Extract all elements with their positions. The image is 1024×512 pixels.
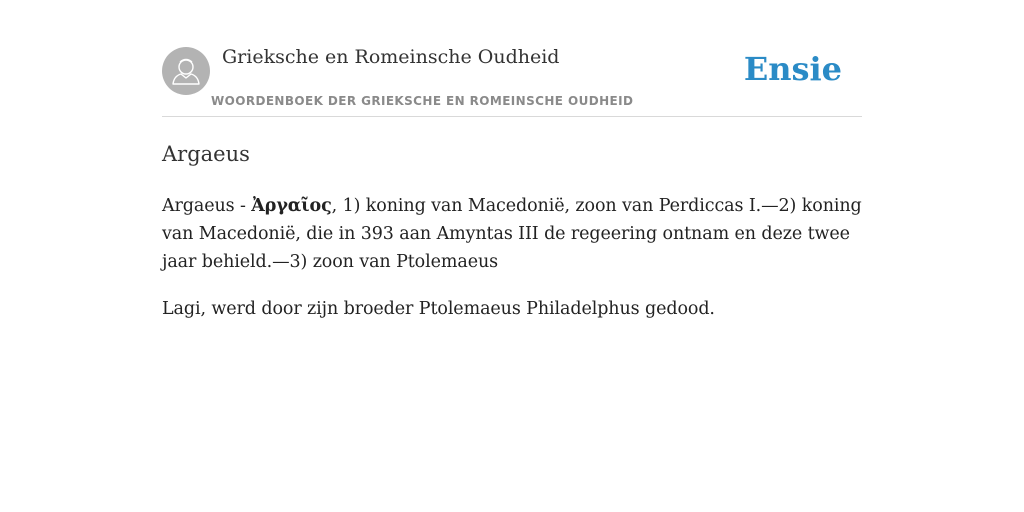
entry-lead: Argaeus - (162, 196, 252, 216)
entry-article (162, 140, 862, 323)
entry-greek-term: Ἀργαῖος (251, 196, 332, 216)
book-header (162, 40, 862, 117)
book-avatar[interactable] (162, 47, 210, 95)
entry-title: Argaeus (162, 142, 250, 166)
ensie-logo-link[interactable]: Ensie (743, 50, 842, 88)
book-title-link[interactable]: Grieksche en Romeinsche Oudheid (222, 46, 560, 68)
entry-paragraph-1 (162, 192, 862, 276)
user-silhouette-icon (162, 47, 210, 95)
book-subtitle: WOORDENBOEK DER GRIEKSCHE EN ROMEINSCHE OUDHEID (211, 94, 634, 108)
entry-definition-text: , 1) koning van Macedonië, zoon van Perdiccas I.—2) koning van Macedonië, die in 393 aan Amyntas III de regeering ontnam en deze twee jaar behield.—3) zoon van Ptolemaeus (162, 196, 862, 272)
entry-paragraph-2: Lagi, werd door zijn broeder Ptolemaeus Philadelphus gedood. (162, 299, 715, 319)
